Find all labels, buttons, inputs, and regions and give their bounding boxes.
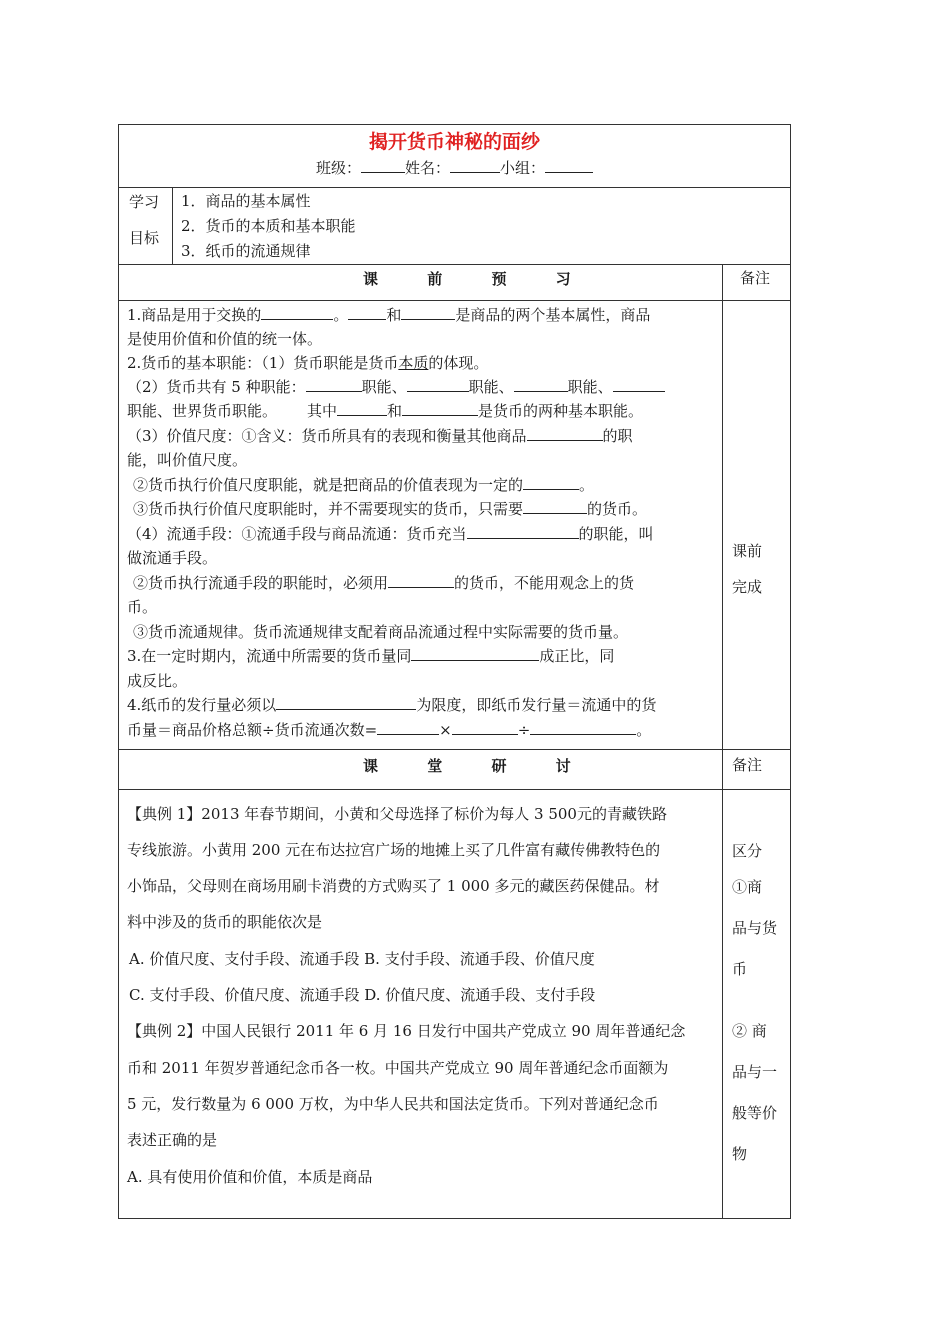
goals-row: [119, 188, 790, 265]
title-row: [119, 125, 790, 188]
page-title: 揭开货币神秘的面纱: [368, 131, 540, 153]
preview-note-2: 完成: [732, 578, 763, 596]
discussion-line: 币和 2011 年贺岁普通纪念币各一枚。中国共产党成立 90 周年普通纪念币面额为: [127, 1059, 669, 1077]
discussion-header: 课 堂 研 讨: [363, 757, 593, 775]
discussion-line: 5 元，发行数量为 6 000 万枚，为中华人民共和国法定货币。下列对普通纪念币: [127, 1095, 659, 1113]
goal-item: 3．纸币的流通规律: [181, 242, 311, 260]
goal-item: 1．商品的基本属性: [181, 192, 311, 210]
preview-line: ②货币执行流通手段的职能时，必须用 的货币，不能用观念上的货: [133, 574, 635, 592]
discussion-note: 币: [732, 960, 748, 978]
preview-line: 1.商品是用于交换的 。 和 是商品的两个基本属性，商品: [127, 306, 651, 324]
discussion-note: 品与货: [732, 919, 778, 937]
discussion-line: 小饰品，父母则在商场用刷卡消费的方式购买了 1 000 多元的藏医药保健品。材: [127, 877, 660, 895]
discussion-note: 区分: [732, 842, 763, 860]
student-info-line: [119, 157, 790, 178]
preview-note-1: 课前: [732, 542, 763, 560]
preview-line: 2.货币的基本职能：（1）货币职能是货币本质的体现。: [127, 354, 489, 372]
discussion-note: 般等价: [732, 1104, 778, 1122]
preview-line: 做流通手段。: [127, 549, 218, 567]
preview-line: 成反比。: [127, 672, 188, 690]
preview-line: 能，叫价值尺度。: [127, 451, 248, 469]
class-blank[interactable]: [361, 158, 405, 173]
preview-line: 币。: [127, 598, 158, 616]
discussion-line: A. 具有使用价值和价值，本质是商品: [127, 1168, 373, 1186]
discussion-line: 专线旅游。小黄用 200 元在布达拉宫广场的地摊上买了几件富有藏传佛教特色的: [127, 841, 661, 859]
preview-header: 课 前 预 习: [363, 270, 593, 288]
discussion-line: 表述正确的是: [127, 1131, 218, 1149]
worksheet-table: [118, 124, 791, 1219]
discussion-note: ①商: [732, 878, 763, 896]
discussion-line: 【典例 2】中国人民银行 2011 年 6 月 16 日发行中国共产党成立 90 周年普通纪念: [127, 1022, 686, 1040]
preview-line: （2）货币共有 5 种职能： 职能、 职能、 职能、: [127, 377, 665, 397]
discussion-note: ② 商: [732, 1022, 767, 1040]
discussion-note: 品与一: [732, 1063, 778, 1081]
name-label: 姓名：: [404, 159, 450, 177]
preview-line: 币量＝商品价格总额÷货币流通次数= × ÷ 。: [127, 721, 652, 739]
preview-line: 是使用价值和价值的统一体。: [127, 330, 323, 348]
discussion-note: 物: [732, 1145, 748, 1163]
preview-line: ②货币执行价值尺度职能，就是把商品的价值表现为一定的 。: [133, 476, 595, 494]
discussion-header-row: [119, 750, 790, 790]
discussion-line: 【典例 1】2013 年春节期间，小黄和父母选择了标价为每人 3 500元的青藏铁路: [127, 805, 667, 823]
preview-line: （3）价值尺度：①含义：货币所具有的表现和衡量其他商品 的职: [127, 427, 633, 445]
goals-label-2: 目标: [129, 229, 160, 247]
preview-line: 3.在一定时期内，流通中所需要的货币量同 成正比，同: [127, 647, 615, 665]
group-blank[interactable]: [545, 158, 593, 173]
discussion-line: C. 支付手段、价值尺度、流通手段 D. 价值尺度、流通手段、支付手段: [129, 986, 596, 1004]
discussion-line: 料中涉及的货币的职能依次是: [127, 913, 323, 931]
preview-line: （4）流通手段：①流通手段与商品流通：货币充当 的职能，叫: [127, 525, 654, 543]
preview-content-row: [119, 301, 790, 750]
preview-line: ③货币流通规律。货币流通规律支配着商品流通过程中实际需要的货币量。: [133, 623, 629, 641]
class-label: 班级：: [315, 159, 361, 177]
preview-header-row: [119, 265, 790, 301]
discussion-content-row: [119, 790, 790, 1218]
name-blank[interactable]: [450, 158, 500, 173]
discussion-line: A. 价值尺度、支付手段、流通手段 B. 支付手段、流通手段、价值尺度: [129, 950, 595, 968]
preview-line: 4.纸币的发行量必须以 为限度，即纸币发行量＝流通中的货: [127, 696, 657, 714]
discussion-note-header: 备注: [732, 756, 763, 774]
preview-line: ③货币执行价值尺度职能时，并不需要现实的货币，只需要 的货币。: [133, 500, 648, 518]
preview-line: 职能、世界货币职能。 其中 和 是货币的两种基本职能。: [127, 402, 644, 420]
goal-item: 2．货币的本质和基本职能: [181, 217, 356, 235]
preview-note-header: 备注: [740, 269, 771, 287]
group-label: 小组：: [500, 159, 546, 177]
goals-label-1: 学习: [129, 193, 160, 211]
